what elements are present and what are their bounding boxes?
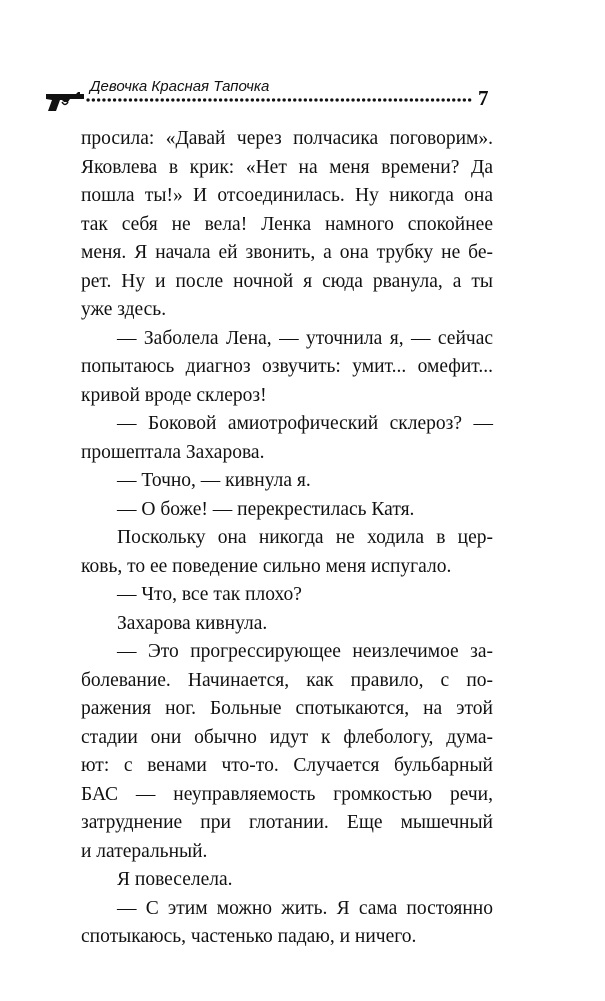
text-line: Яковлева в крик: «Нет на меня времени? Да xyxy=(81,156,493,178)
text-line: болевание. Начинается, как правило, с по- xyxy=(81,669,493,691)
text-line: пошла ты!» И отсоединилась. Ну никогда она xyxy=(81,185,493,206)
text-line: и латеральный. xyxy=(81,840,208,862)
dot-leader xyxy=(86,97,476,103)
text-line: ражения ног. Больные спотыкаются, на этой xyxy=(81,698,493,719)
text-line: — О боже! — перекрестилась Катя. xyxy=(117,498,415,520)
text-line: БАС — неуправляемость громкостью речи, xyxy=(81,783,493,805)
page-number: 7 xyxy=(478,86,489,110)
text-line: — Что, все так плохо? xyxy=(117,584,302,605)
text-line: спотыкаюсь, частенько падаю, и ничего. xyxy=(81,926,417,947)
text-line: прошептала Захарова. xyxy=(81,441,265,463)
text-line: так себя не вела! Ленка намного спокойнее xyxy=(81,213,493,235)
running-head xyxy=(44,78,494,118)
text-line: — Заболела Лена, — уточнила я, — сейчас xyxy=(117,327,493,349)
text-line: уже здесь. xyxy=(81,299,167,320)
text-line: Поскольку она никогда не ходила в цер- xyxy=(117,527,493,548)
text-line: рет. Ну и после ночной я сюда рванула, а ты xyxy=(81,270,493,292)
text-line: попытаюсь диагноз озвучить: умит... омефит... xyxy=(81,356,493,377)
text-line: Я повеселела. xyxy=(117,869,233,890)
text-line: кривой вроде склероз! xyxy=(81,384,267,406)
revolver-icon xyxy=(44,90,90,112)
text-line: Захарова кивнула. xyxy=(117,612,268,634)
text-line: — Боковой амиотрофический склероз? — xyxy=(117,413,493,434)
text-line: просила: «Давай через полчасика поговорим». xyxy=(81,128,493,149)
text-line: — Точно, — кивнула я. xyxy=(117,470,311,491)
book-title: Девочка Красная Тапочка xyxy=(90,78,270,95)
text-line: ковь, то ее поведение сильно меня испугало. xyxy=(81,555,452,577)
text-line: затруднение при глотании. Еще мышечный xyxy=(81,812,493,833)
text-line: стадии они обычно идут к флебологу, дума- xyxy=(81,726,493,748)
text-line: ют: с венами что-то. Случается бульбарный xyxy=(81,755,493,776)
text-line: — С этим можно жить. Я сама постоянно xyxy=(117,897,493,919)
text-line: — Это прогрессирующее неизлечимое за- xyxy=(117,641,493,662)
body-text xyxy=(81,125,493,952)
text-line: меня. Я начала ей звонить, а она трубку не бе- xyxy=(81,242,493,263)
